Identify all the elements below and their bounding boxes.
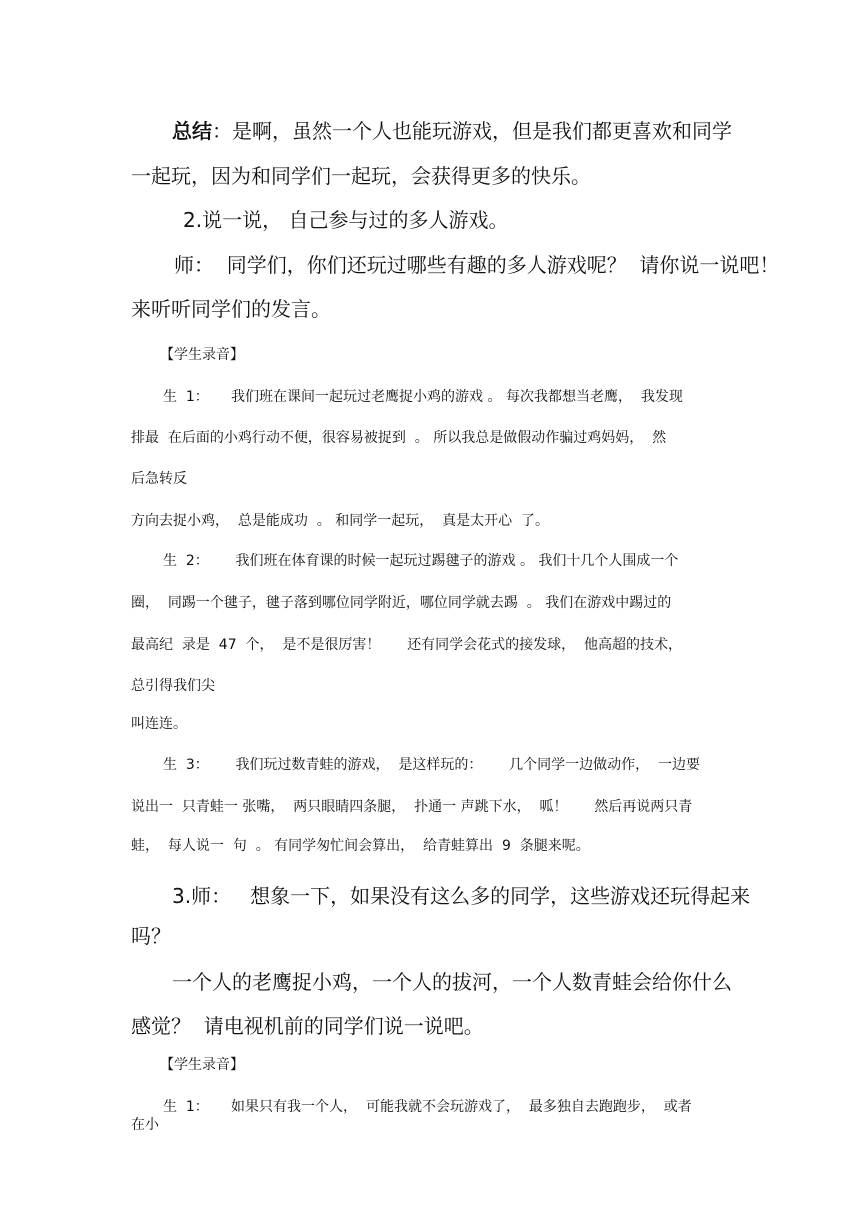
teacher-line-1: 师： 同学们，你们还玩过哪些有趣的多人游戏呢？ 请你说一说吧！ [174, 253, 780, 277]
student-2-line-2: 圈， 同踢一个毽子，毽子落到哪位同学附近，哪位同学就去踢 。 我们在游戏中踢过的 [131, 595, 672, 611]
student-3-line-3: 蛙， 每人说一 句 。 有同学匆忙间会算出， 给青蛙算出 9 条腿来呢。 [131, 838, 590, 854]
student-1-line-1: 生 1： 我们班在课间一起玩过老鹰捉小鸡的游戏 。 每次我都想当老鹰， 我发现 [163, 389, 683, 405]
student-1-line-4: 方向去捉小鸡， 总是能成功 。 和同学一起玩， 真是太开心 了。 [131, 513, 550, 529]
summary-label: 总结 [172, 119, 212, 143]
summary-line-1 [172, 115, 732, 144]
recording-label: 【学生录音】 [160, 347, 244, 363]
item-3-line-4: 感觉？ 请电视机前的同学们说一说吧。 [131, 1014, 484, 1038]
summary-line-2: 一起玩，因为和同学们一起玩，会获得更多的快乐。 [131, 164, 591, 188]
recording-label: 【学生录音】 [160, 1057, 244, 1073]
item-2-heading: 2.说一说， 自己参与过的多人游戏。 [183, 208, 509, 232]
student-1b-line-1: 生 1： 如果只有我一个人， 可能我就不会玩游戏了， 最多独自去跑跑步， 或者 [163, 1099, 692, 1115]
student-3-line-2: 说出一 只青蛙一 张嘴， 两只眼睛四条腿， 扑通一 声跳下水， 呱！ 然后再说两只青 [131, 799, 693, 815]
item-3-line-1: 3.师： 想象一下，如果没有这么多的同学，这些游戏还玩得起来 [172, 884, 751, 908]
item-3-line-3: 一个人的老鹰捉小鸡，一个人的拔河，一个人数青蛙会给你什么 [172, 970, 732, 994]
student-1b-line-2: 在小 [131, 1117, 159, 1133]
student-2-line-3: 最高纪 录是 47 个， 是不是很厉害！ 还有同学会花式的接发球， 他高超的技术， [131, 637, 683, 653]
student-3-line-1: 生 3： 我们玩过数青蛙的游戏， 是这样玩的： 几个同学一边做动作， 一边要 [163, 757, 701, 773]
student-2-line-4: 总引得我们尖 [131, 678, 215, 694]
item-3-line-2: 吗？ [131, 924, 171, 948]
student-1-line-2: 排最 在后面的小鸡行动不便，很容易被捉到 。 所以我总是做假动作骗过鸡妈妈， 然 [131, 430, 667, 446]
summary-text: ：是啊，虽然一个人也能玩游戏，但是我们都更喜欢和同学 [212, 119, 732, 143]
teacher-line-2: 来听听同学们的发言。 [131, 297, 331, 321]
student-1-line-3: 后急转反 [131, 471, 187, 487]
student-2-line-1: 生 2： 我们班在体育课的时候一起玩过踢毽子的游戏 。 我们十几个人围成一个 [163, 553, 679, 569]
student-2-line-5: 叫连连。 [131, 716, 187, 732]
